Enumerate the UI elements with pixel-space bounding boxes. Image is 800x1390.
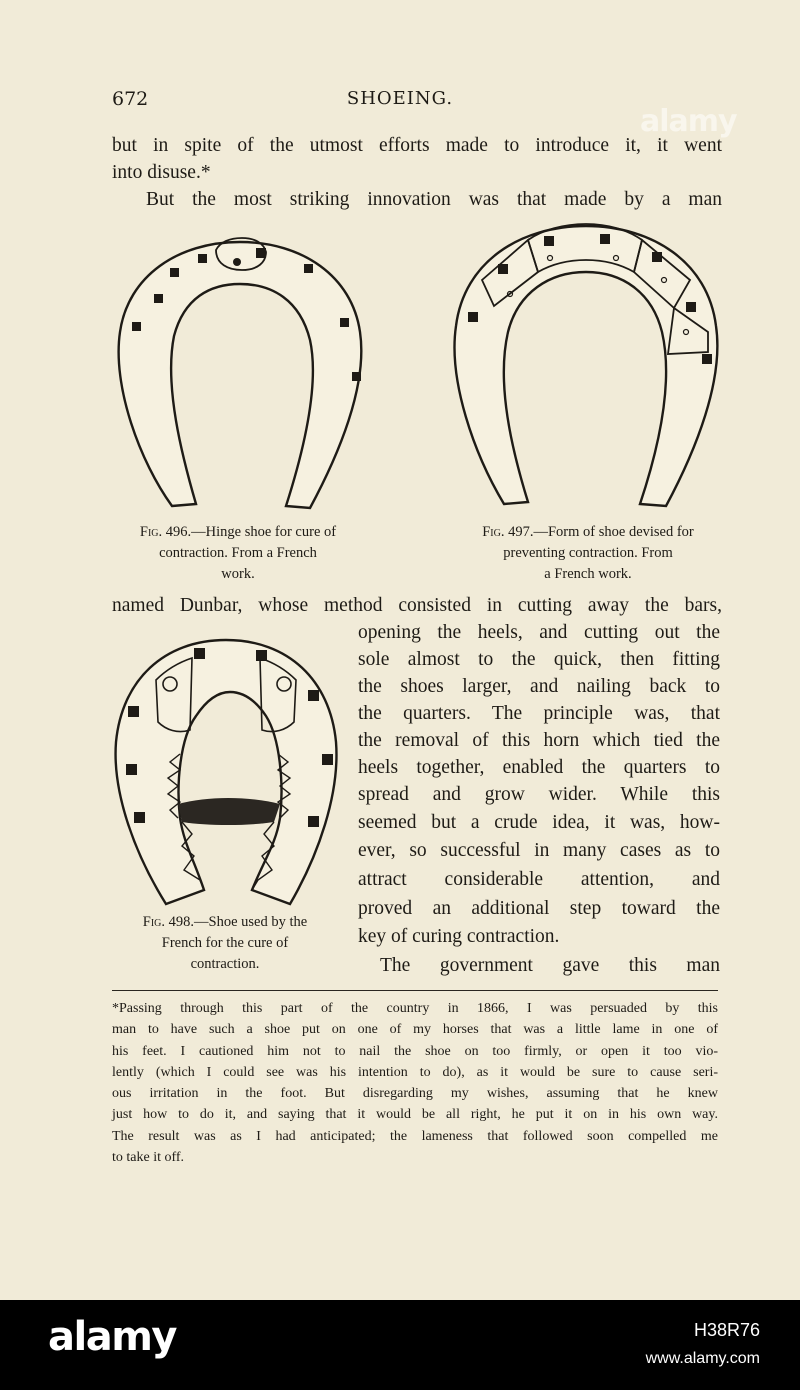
body-line: heels together, enabled the quarters to (358, 757, 720, 778)
image-id: H38R76 (693, 1320, 760, 1340)
footnote-rule (112, 990, 718, 991)
body-line: proved an additional step toward the (358, 898, 720, 919)
stock-banner (0, 1300, 800, 1390)
watermark-logo: alamy (640, 104, 737, 139)
footnote-line: The result was as I had anticipated; the lameness that followed soon compelled me (112, 1128, 718, 1144)
footnote (112, 998, 718, 1168)
body-line: spread and grow wider. While this (358, 784, 720, 805)
page-number: 672 (112, 88, 149, 110)
fig-498-horseshoe-illustration (108, 634, 344, 912)
fig-497-caption-line: —Form of shoe devised for (533, 524, 694, 540)
fig-497-caption (448, 522, 728, 585)
fig-496-label: Fig. 496. (139, 524, 192, 540)
body-line: seemed but a crude idea, it was, how- (358, 812, 720, 833)
body-line: But the most striking innovation was that made by a man (146, 189, 722, 210)
fig-498-caption-line: contraction. (190, 956, 260, 972)
footnote-line: his feet. I cautioned him not to nail the shoe on too firmly, or open it too vio- (112, 1043, 718, 1059)
body-line: key of curing contraction. (358, 926, 560, 947)
site-url: www.alamy.com (645, 1350, 760, 1367)
fig-496-horseshoe-illustration (112, 236, 372, 516)
footnote-line: man to have such a shoe put on one of my horses that was a little lame in one of (112, 1022, 718, 1038)
body-line: the quarters. The principle was, that (358, 703, 720, 724)
body-line: attract considerable attention, and (358, 869, 720, 890)
fig-496-caption (112, 522, 364, 585)
footnote-line: ous irritation in the foot. But disregarding my wishes, assuming that he knew (112, 1086, 718, 1102)
footnote-line: to take it off. (112, 1150, 185, 1166)
alamy-logo: alamy (48, 1314, 176, 1360)
fig-497-label: Fig. 497. (482, 524, 534, 540)
body-line: but in spite of the utmost efforts made to introduce it, it went (112, 135, 722, 156)
body-line: the shoes larger, and nailing back to (358, 676, 720, 697)
body-line: named Dunbar, whose method consisted in cutting away the bars, (112, 595, 722, 616)
running-title: SHOEING. (346, 88, 454, 109)
body-line: into disuse.* (112, 162, 211, 183)
body-line: ever, so successful in many cases as to (358, 840, 720, 861)
fig-497-caption-line: preventing contraction. From (503, 545, 673, 561)
fig-497-horseshoe-illustration (446, 222, 726, 518)
footnote-line: *Passing through this part of the country in 1866, I was persuaded by this (112, 1001, 718, 1016)
body-line: opening the heels, and cutting out the (358, 622, 720, 643)
footnote-line: lently (which I could see was his intention to do), as it would be sure to cause seri- (112, 1064, 718, 1080)
body-line: the removal of this horn which tied the (358, 730, 720, 751)
fig-497-caption-line: a French work. (544, 566, 632, 582)
body-line: The government gave this man (380, 955, 720, 976)
fig-498-caption (112, 912, 338, 975)
fig-498-caption-line: French for the cure of (161, 935, 289, 951)
body-line: sole almost to the quick, then fitting (358, 649, 720, 670)
fig-498-caption-line: —Shoe used by the (194, 914, 308, 930)
fig-496-caption-line: —Hinge shoe for cure of (191, 524, 337, 540)
fig-496-caption-line: work. (221, 566, 255, 582)
fig-496-caption-line: contraction. From a French (159, 545, 317, 561)
footnote-line: just how to do it, and saying that it would be all right, he put it on in his own way. (112, 1107, 718, 1123)
fig-498-label: Fig. 498. (142, 914, 195, 930)
